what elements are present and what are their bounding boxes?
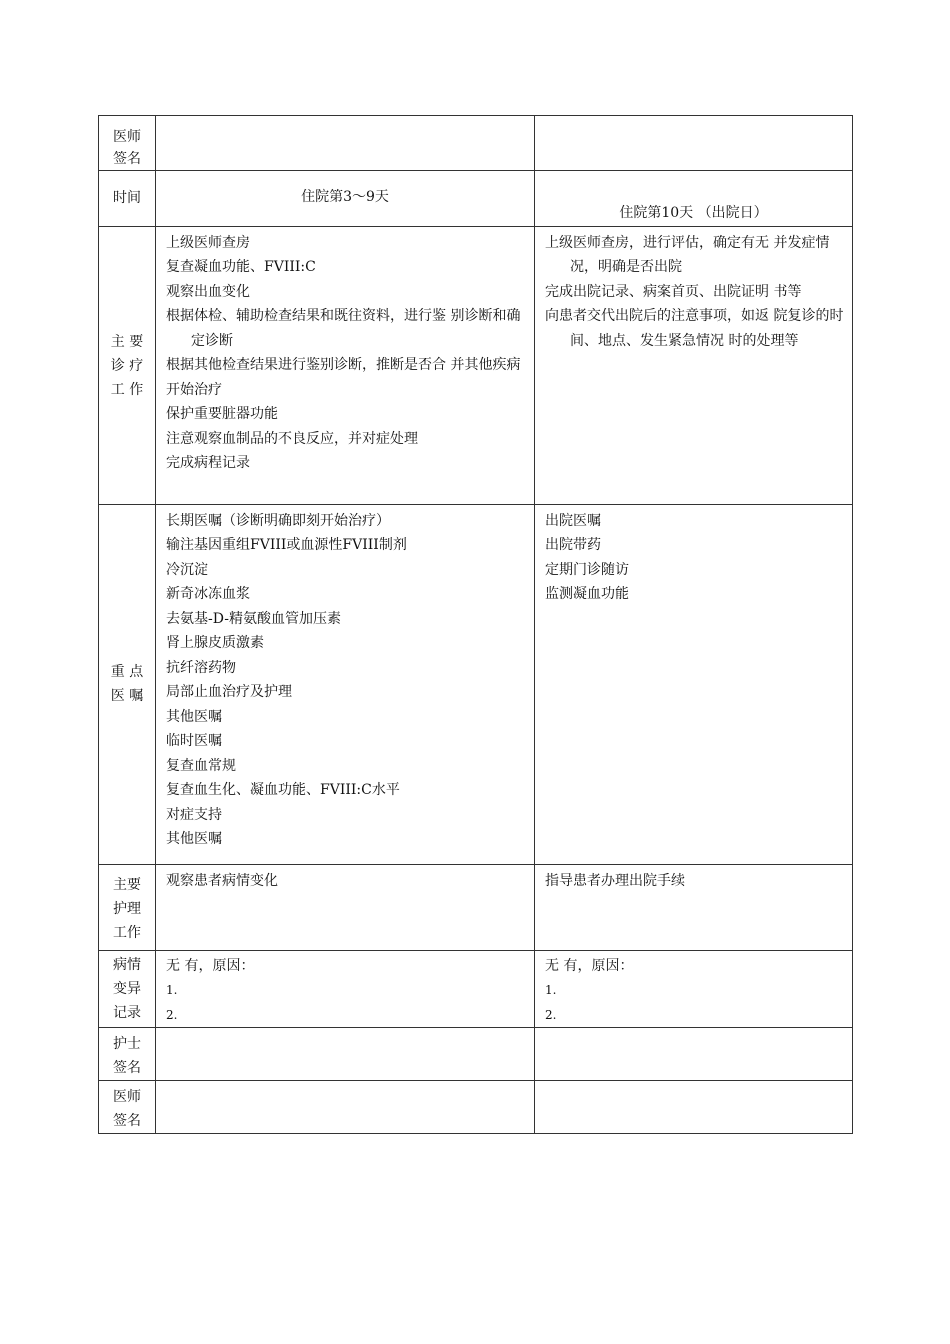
label-text: 诊 疗: [110, 357, 144, 374]
doctor-sign-label: [99, 1081, 156, 1134]
main-work-row: [99, 226, 853, 504]
list-item: 根据体检、辅助检查结果和既往资料，进行鉴 别诊断和确定诊断: [166, 308, 521, 349]
time-label: 时间: [99, 171, 156, 227]
nurse-sign-cell-day3-9[interactable]: [156, 1028, 535, 1081]
list-item: 局部止血治疗及护理: [166, 684, 292, 700]
label-text: 签名: [113, 1060, 141, 1076]
label-text: 医 嘱: [110, 687, 144, 704]
key-orders-day10: [535, 504, 853, 864]
list-item: 新奇冰冻血浆: [166, 586, 250, 602]
nurse-sign-row: [99, 1028, 853, 1081]
label-text: 护理: [113, 900, 141, 917]
label-text: 签名: [113, 1113, 141, 1129]
variation-choice[interactable]: 无 有，原因：: [545, 957, 634, 974]
list-item: 冷沉淀: [166, 561, 208, 578]
nurse-sign-label: [99, 1028, 156, 1081]
label-text: 主 要: [110, 333, 144, 350]
label-text: 重 点: [110, 663, 144, 680]
nursing-day3-9: [156, 864, 535, 950]
variation-row: [99, 950, 853, 1028]
reason-line-2[interactable]: 2.: [166, 1007, 178, 1022]
main-work-day10: [535, 226, 853, 504]
label-text: 工作: [113, 924, 141, 941]
list-item: 去氨基-D-精氨酸血管加压素: [166, 610, 341, 627]
list-item: 注意观察血制品的不良反应，并对症处理: [166, 430, 418, 447]
reason-line-1[interactable]: 1.: [545, 983, 557, 997]
key-orders-label: [99, 504, 156, 864]
list-item: 出院带药: [545, 537, 601, 553]
list-item: 复查血生化、凝血功能、FVIII:C水平: [166, 782, 400, 798]
list-item: 上级医师查房: [166, 234, 250, 251]
label-text: 签名: [113, 151, 141, 167]
label-text: 医师: [113, 129, 141, 145]
list-item: 临时医嘱: [166, 733, 222, 749]
doctor-sign-row-top: [99, 116, 853, 171]
list-item: 监测凝血功能: [545, 586, 629, 602]
main-work-day3-9: [156, 226, 535, 504]
variation-label: [99, 950, 156, 1028]
pathway-table: [98, 115, 853, 1134]
list-item: 指导患者办理出院手续: [545, 872, 685, 889]
label-text: 病情: [113, 956, 141, 973]
time-row: [99, 171, 853, 227]
list-item: 其他医嘱: [166, 708, 222, 725]
doctor-sign-label: [99, 116, 156, 171]
list-item: 完成出院记录、病案首页、出院证明 书等: [545, 283, 802, 300]
doctor-sign-cell-day3-9[interactable]: [156, 1081, 535, 1134]
list-item: 观察出血变化: [166, 283, 250, 300]
list-item: 肾上腺皮质激素: [166, 635, 264, 651]
nursing-day10: [535, 864, 853, 950]
time-header-day10: 住院第10天 （出院日）: [535, 171, 853, 227]
label-text: 主要: [113, 876, 141, 893]
key-orders-row: [99, 504, 853, 864]
list-item: 保护重要脏器功能: [166, 406, 278, 422]
label-text: 记录: [113, 1004, 141, 1021]
list-item: 根据其他检查结果进行鉴别诊断，推断是否合 并其他疾病: [166, 357, 521, 373]
variation-day10[interactable]: [535, 950, 853, 1028]
doctor-sign-row-bottom: [99, 1081, 853, 1134]
doctor-sign-cell-day3-9[interactable]: [156, 116, 535, 171]
list-item: 定期门诊随访: [545, 561, 629, 578]
list-item: 其他医嘱: [166, 831, 222, 847]
nurse-sign-cell-day10[interactable]: [535, 1028, 853, 1081]
main-work-label: [99, 226, 156, 504]
list-item: 长期医嘱（诊断明确即刻开始治疗）: [166, 512, 390, 529]
clinical-pathway-sheet: [98, 115, 852, 1134]
label-text: 护士: [113, 1036, 141, 1052]
variation-day3-9[interactable]: [156, 950, 535, 1028]
list-item: 对症支持: [166, 806, 222, 823]
list-item: 完成病程记录: [166, 455, 250, 471]
list-item: 开始治疗: [166, 381, 222, 398]
doctor-sign-cell-day10[interactable]: [535, 1081, 853, 1134]
list-item: 抗纤溶药物: [166, 659, 236, 676]
key-orders-day3-9: [156, 504, 535, 864]
time-header-day3-9: 住院第3〜9天: [156, 171, 535, 227]
doctor-sign-cell-day10[interactable]: [535, 116, 853, 171]
label-text: 变异: [113, 980, 141, 997]
nursing-label: [99, 864, 156, 950]
list-item: 复查凝血功能、FVIII:C: [166, 259, 316, 275]
variation-choice[interactable]: 无 有，原因：: [166, 957, 255, 974]
label-text: 工 作: [110, 381, 144, 398]
list-item: 观察患者病情变化: [166, 872, 278, 889]
label-text: 医师: [113, 1089, 141, 1105]
list-item: 出院医嘱: [545, 512, 601, 529]
list-item: 向患者交代出院后的注意事项，如返 院复诊的时间、地点、发生紧急情况 时的处理等: [545, 308, 844, 349]
nursing-row: [99, 864, 853, 950]
reason-line-2[interactable]: 2.: [545, 1007, 557, 1022]
list-item: 复查血常规: [166, 757, 236, 774]
reason-line-1[interactable]: 1.: [166, 983, 178, 997]
list-item: 输注基因重组FVIII或血源性FVIII制剂: [166, 537, 407, 553]
list-item: 上级医师查房，进行评估，确定有无 并发症情况，明确是否出院: [545, 234, 830, 275]
